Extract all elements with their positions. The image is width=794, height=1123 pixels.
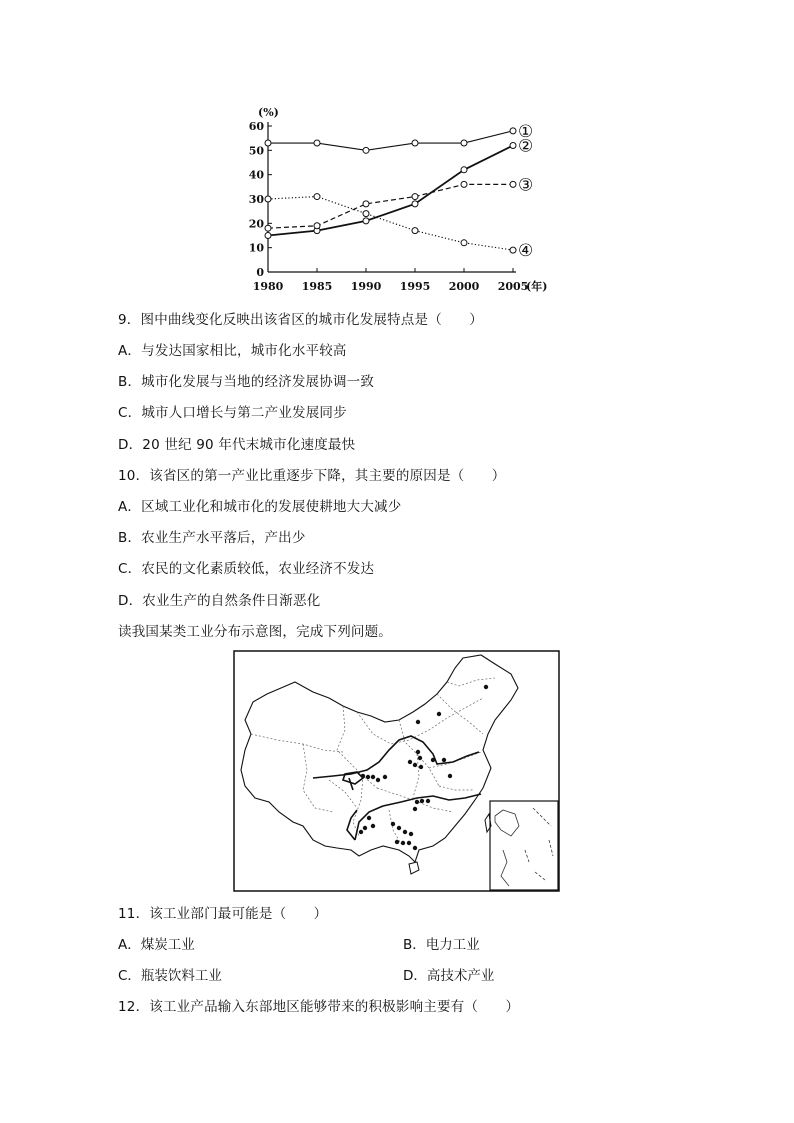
q11-option-c: C．瓶装饮料工业 <box>118 968 222 984</box>
series-1-point <box>314 140 320 146</box>
q10-option-c: C．农民的文化素质较低，农业经济不发达 <box>118 561 375 577</box>
x-tick-label: 1985 <box>301 280 333 293</box>
series-4-point <box>265 196 271 202</box>
q12-stem: 12．该工业产品输入东部地区能够带来的积极影响主要有（ ） <box>118 999 520 1015</box>
series-2-point <box>510 142 516 148</box>
series-1-point <box>461 140 467 146</box>
series-4-point <box>363 211 369 217</box>
series-label-1: ① <box>518 121 534 142</box>
series-label-2: ② <box>518 136 534 157</box>
series-1-point <box>363 147 369 153</box>
series-label-4: ④ <box>518 241 534 262</box>
x-tick-label: 2000 <box>448 280 480 293</box>
y-tick-label: 30 <box>248 193 264 206</box>
series-line-4 <box>268 197 513 251</box>
x-tick-label: 2005 <box>497 280 529 293</box>
y-unit-label: (%) <box>258 106 279 119</box>
q11-option-d: D．高技术产业 <box>403 968 495 984</box>
x-unit-label: (年) <box>526 280 548 293</box>
q9-stem: 9．图中曲线变化反映出该省区的城市化发展特点是（ ） <box>118 312 483 328</box>
q11-option-a: A．煤炭工业 <box>118 937 195 953</box>
q11-stem: 11．该工业部门最可能是（ ） <box>118 906 328 922</box>
series-2-point <box>363 218 369 224</box>
series-3-point <box>461 181 467 187</box>
q10-stem: 10．该省区的第一产业比重逐步下降，其主要的原因是（ ） <box>118 468 506 484</box>
y-tick-label: 50 <box>248 144 264 158</box>
series-1-point <box>510 128 516 134</box>
y-tick-label: 40 <box>248 168 264 182</box>
x-tick-label: 1990 <box>350 280 382 293</box>
series-3-point <box>510 181 516 187</box>
y-tick-label: 60 <box>248 120 264 133</box>
series-4-point <box>461 240 467 246</box>
line-chart-svg <box>245 100 548 300</box>
series-3-point <box>265 225 271 231</box>
series-1-point <box>412 140 418 146</box>
x-tick-label: 1995 <box>399 280 431 293</box>
china-industry-map <box>233 650 560 892</box>
series-label-3: ③ <box>518 175 534 196</box>
x-tick-label: 1980 <box>252 280 284 293</box>
q10-option-b: B．农业生产水平落后，产出少 <box>118 530 306 546</box>
line-chart <box>245 100 548 300</box>
q9-option-c: C．城市人口增长与第二产业发展同步 <box>118 405 347 421</box>
series-4-point <box>314 194 320 200</box>
y-tick-label: 10 <box>248 241 264 255</box>
q9-option-d: D．20 世纪 90 年代末城市化速度最快 <box>118 437 356 453</box>
series-4-point <box>510 247 516 253</box>
china-map-svg <box>233 650 560 892</box>
y-tick-label: 0 <box>256 266 264 279</box>
series-2-point <box>265 233 271 239</box>
y-tick-label: 20 <box>248 217 264 231</box>
series-3-point <box>314 223 320 229</box>
series-line-1 <box>268 131 513 150</box>
q10-option-a: A．区域工业化和城市化的发展使耕地大大减少 <box>118 499 402 515</box>
series-1-point <box>265 140 271 146</box>
series-2-point <box>412 201 418 207</box>
map-intro: 读我国某类工业分布示意图，完成下列问题。 <box>118 624 392 640</box>
q11-option-b: B．电力工业 <box>403 937 480 953</box>
series-3-point <box>412 194 418 200</box>
south-china-sea-inset <box>490 801 558 890</box>
series-2-point <box>461 167 467 173</box>
q9-option-b: B．城市化发展与当地的经济发展协调一致 <box>118 374 375 390</box>
q9-option-a: A．与发达国家相比，城市化水平较高 <box>118 343 347 359</box>
series-3-point <box>363 201 369 207</box>
q10-option-d: D．农业生产的自然条件日渐恶化 <box>118 593 321 609</box>
series-4-point <box>412 228 418 234</box>
